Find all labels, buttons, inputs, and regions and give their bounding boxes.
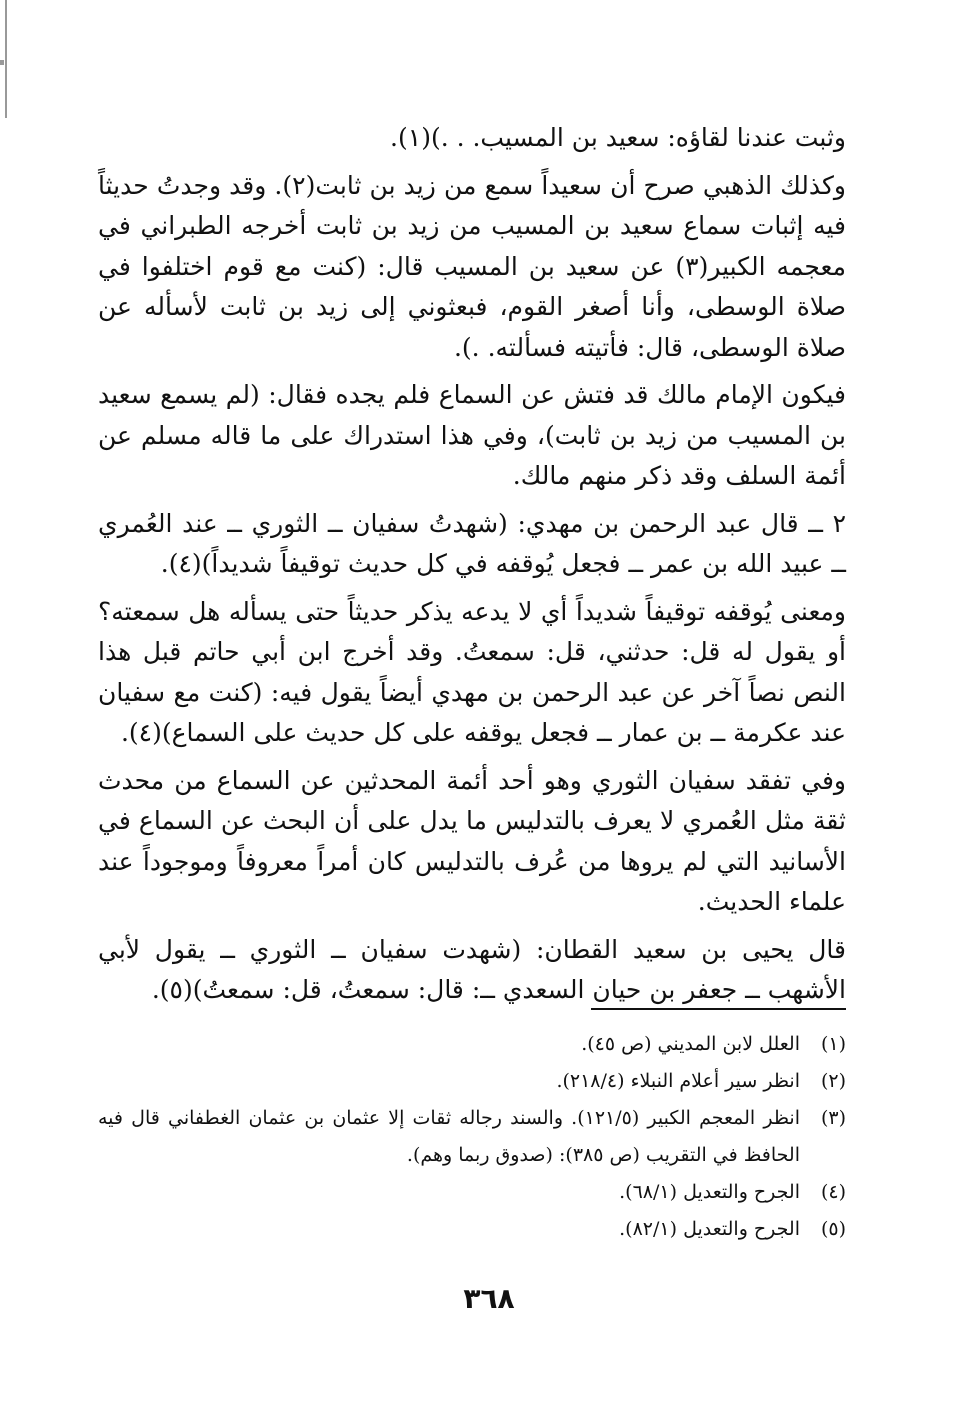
footnote-number: (٤) [820,1181,846,1203]
footnote [98,1063,846,1100]
scan-edge-mark [5,0,7,118]
footnotes [98,1026,846,1248]
footnote-separator [591,1008,846,1010]
footnote-text: الجرح والتعديل (٨٢/١). [619,1218,800,1240]
main-text [98,118,846,1018]
footnote-text: انظر المعجم الكبير (١٢١/٥). والسند رجاله ثقات إلا عثمان بن عثمان الغطفاني قال فيه الحافظ في التقريب (ص ٣٨٥): (صدوق ربما وهم). [98,1107,800,1166]
paragraph: وكذلك الذهبي صرح أن سعيداً سمع من زيد بن ثابت(٢). وقد وجدتُ حديثاً فيه إثبات سماع سعيد بن المسيب من زيد بن ثابت أخرجه الطبراني في معجمه الكبير(٣) عن سعيد بن المسيب قال: (كنت مع قوم اختلفوا في صلاة الوسطى، وأنا أصغر القوم، فبعثوني إلى زيد بن ثابت لأسأله عن صلاة الوسطى، قال: فأتيته فسألته. .). [98,170,847,362]
footnote-number: (٥) [820,1218,846,1240]
footnote-text: العلل لابن المديني (ص ٤٥). [581,1033,800,1055]
footnote-number: (٢) [820,1070,846,1092]
paragraph: قال يحيى بن سعيد القطان: (شهدت سفيان ــ الثوري ــ يقول لأبي الأشهب ــ جعفر بن حيان السعدي ــ: قال: سمعتُ، قل: سمعتُ)(٥). [98,934,846,1004]
paragraph: وفي تفقد سفيان الثوري وهو أحد أئمة المحدثين عن السماع من محدث ثقة مثل العُمري لا يعرف بالتدليس ما يدل على أن البحث عن السماع في الأسانيد التي لم يروها من عُرف بالتدليس كان أمراً معروفاً وموجوداً عند علماء الحديث. [98,765,846,916]
footnote-number: (٣) [820,1107,846,1129]
scan-edge-mark [0,60,4,65]
footnote [98,1174,846,1211]
paragraph: وثبت عندنا لقاؤه: سعيد بن المسيب. . .)(١). [390,123,846,152]
footnote-number: (١) [820,1033,846,1055]
footnote [98,1026,846,1063]
paragraph: ٢ ــ قال عبد الرحمن بن مهدي: (شهدتُ سفيان ــ الثوري ــ عند العُمري ــ عبيد الله بن عمر ــ فجعل يُوقفه في كل حديث توقيفاً شديداً)(٤). [98,508,846,578]
page-number: ٣٦٨ [463,1282,515,1315]
paragraph: فيكون الإمام مالك قد فتش عن السماع فلم يجده فقال: (لم يسمع سعيد بن المسيب من زيد بن ثابت)، وفي هذا استدراك على ما قاله مسلم عن أئمة السلف وقد ذكر منهم مالك. [98,380,846,490]
footnote [98,1100,846,1174]
paragraph: ومعنى يُوقفه توقيفاً شديداً أي لا يدعه يذكر حديثاً حتى يسأله هل سمعته؟ أو يقول له قل: حدثني، قل: سمعتُ. وقد أخرج ابن أبي حاتم قبل هذا النص نصاً آخر عن عبد الرحمن بن مهدي أيضاً يقول فيه: (كنت مع سفيان عند عكرمة ــ بن عمار ــ فجعل يوقفه على كل حديث على السماع)(٤). [98,596,846,747]
footnote-text: الجرح والتعديل (٦٨/١). [619,1181,800,1203]
footnote-text: انظر سير أعلام النبلاء (٢١٨/٤). [556,1070,800,1092]
footnote [98,1211,846,1248]
